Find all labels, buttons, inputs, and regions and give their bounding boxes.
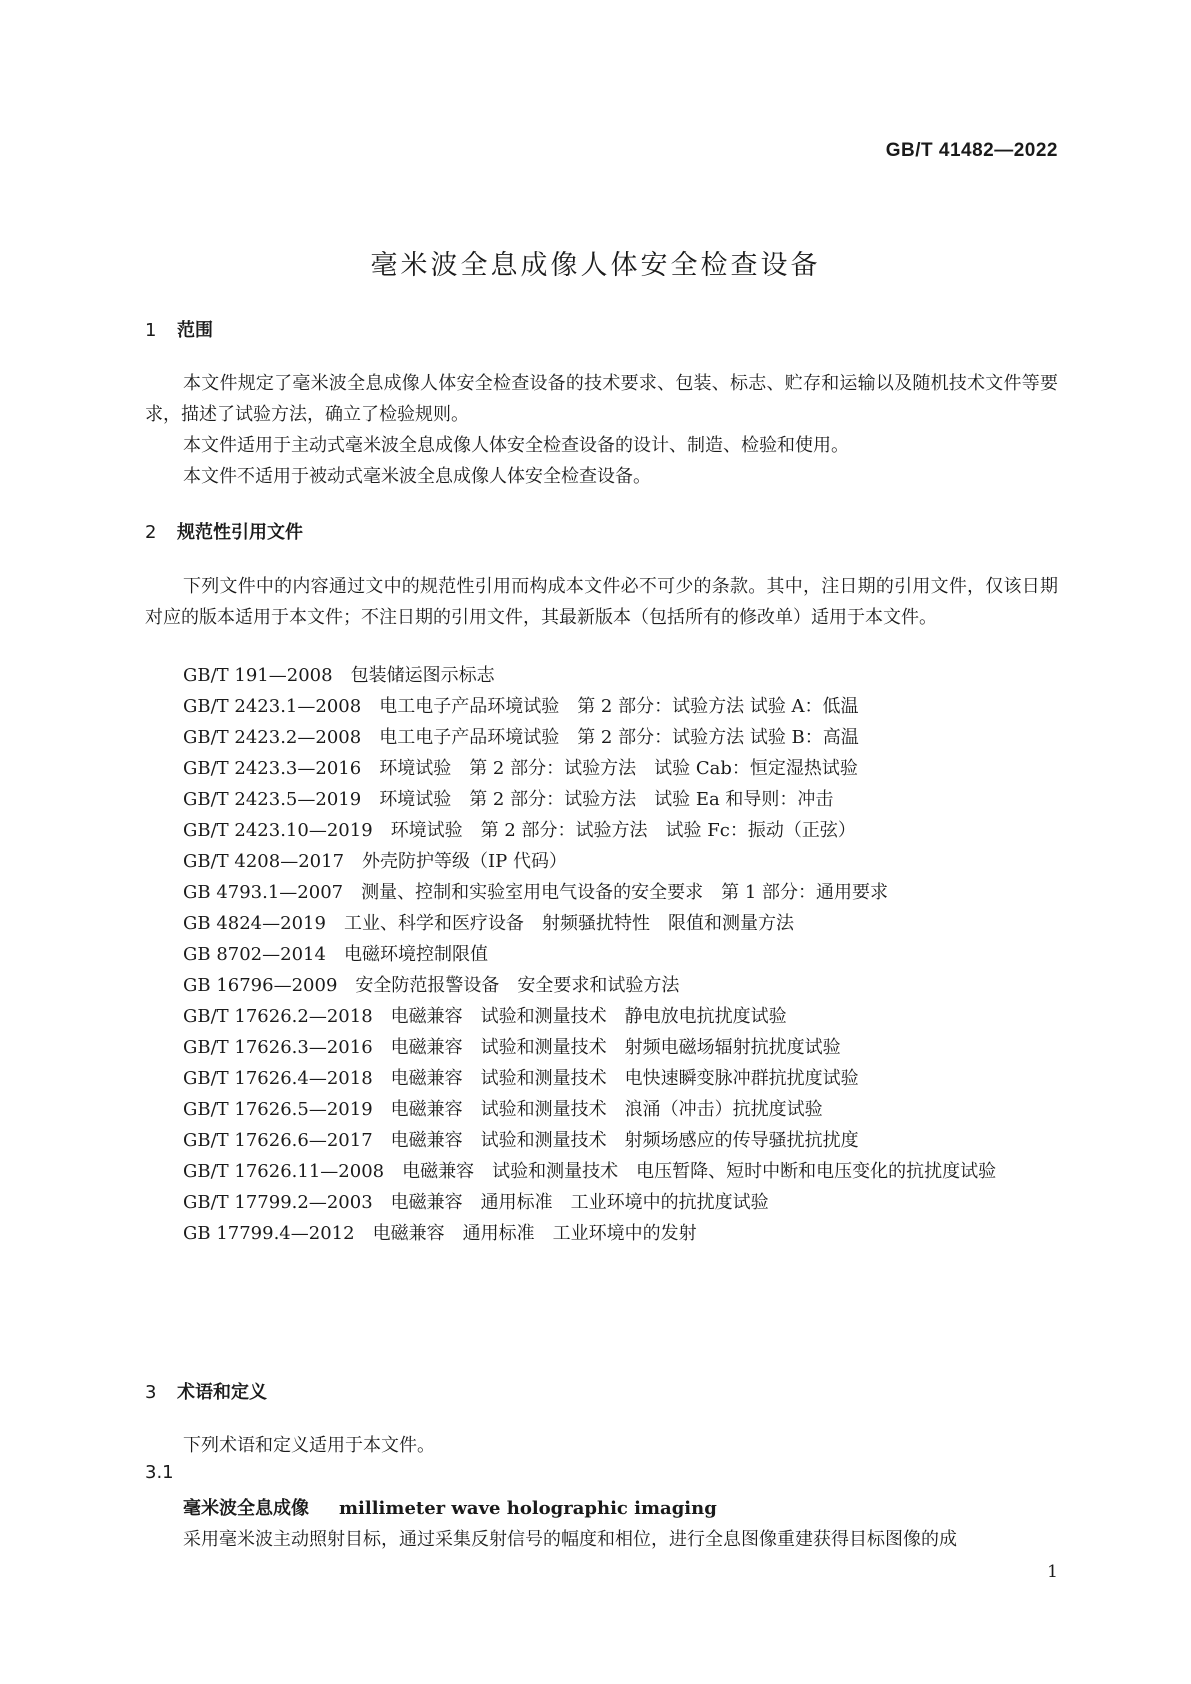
reference-title: 电磁兼容 试验和测量技术 静电放电抗扰度试验 [390,1006,787,1027]
reference-title: 环境试验 第 2 部分：试验方法 试验 Cab：恒定湿热试验 [379,758,858,779]
reference-item [0,815,1191,846]
reference-code: GB 17799.4—2012 [183,1223,355,1244]
reference-item [0,846,1191,877]
reference-item [0,908,1191,939]
reference-code: GB/T 17626.5—2019 [183,1099,373,1120]
section-3-heading [145,1378,267,1404]
reference-title: 环境试验 第 2 部分：试验方法 试验 Fc：振动（正弦） [390,820,856,841]
reference-title: 电磁兼容 通用标准 工业环境中的发射 [372,1223,697,1244]
reference-title: 工业、科学和医疗设备 射频骚扰特性 限值和测量方法 [343,913,794,934]
reference-item [0,753,1191,784]
reference-item [0,1063,1191,1094]
reference-list [0,660,1191,1249]
reference-title: 外壳防护等级（IP 代码） [362,851,567,872]
reference-code: GB/T 17626.3—2016 [183,1037,373,1058]
reference-item [0,1156,1191,1187]
page-number: 1 [1047,1562,1058,1582]
reference-item [0,691,1191,722]
section-2-heading [145,518,303,544]
section-number: 3 [145,1382,157,1403]
reference-title: 测量、控制和实验室用电气设备的安全要求 第 1 部分：通用要求 [361,882,889,903]
reference-code: GB/T 17626.4—2018 [183,1068,373,1089]
section-1-paragraph: 本文件规定了毫米波全息成像人体安全检查设备的技术要求、包装、标志、贮存和运输以及随机技术文件等要求，描述了试验方法，确立了检验规则。 [145,373,1058,425]
reference-code: GB/T 2423.5—2019 [183,789,362,810]
section-1-paragraph: 本文件不适用于被动式毫米波全息成像人体安全检查设备。 [183,466,651,487]
reference-title: 电磁兼容 通用标准 工业环境中的抗扰度试验 [390,1192,769,1213]
reference-code: GB 4793.1—2007 [183,882,344,903]
reference-title: 包装储运图示标志 [350,665,495,686]
reference-code: GB/T 17799.2—2003 [183,1192,373,1213]
reference-code: GB/T 191—2008 [183,665,333,686]
reference-item [0,877,1191,908]
reference-code: GB/T 17626.11—2008 [183,1161,385,1182]
section-title: 术语和定义 [177,1382,267,1403]
reference-item [0,722,1191,753]
term-definition: 采用毫米波主动照射目标，通过采集反射信号的幅度和相位，进行全息图像重建获得目标图像的成 [183,1529,957,1550]
section-1-heading [145,316,213,342]
reference-item [0,939,1191,970]
reference-code: GB/T 17626.2—2018 [183,1006,373,1027]
reference-item [0,970,1191,1001]
reference-code: GB 4824—2019 [183,913,326,934]
reference-title: 电磁兼容 试验和测量技术 射频电磁场辐射抗扰度试验 [390,1037,841,1058]
section-title: 范围 [177,320,213,341]
reference-code: GB 16796—2009 [183,975,338,996]
reference-item [0,784,1191,815]
section-3-intro: 下列术语和定义适用于本文件。 [183,1435,435,1456]
standard-code: GB/T 41482—2022 [885,140,1058,161]
reference-item [0,1125,1191,1156]
reference-title: 环境试验 第 2 部分：试验方法 试验 Ea 和导则：冲击 [379,789,834,810]
reference-title: 安全防范报警设备 安全要求和试验方法 [355,975,680,996]
section-number: 1 [145,320,157,341]
reference-code: GB/T 4208—2017 [183,851,345,872]
reference-title: 电磁兼容 试验和测量技术 浪涌（冲击）抗扰度试验 [390,1099,823,1120]
section-1-paragraph: 本文件适用于主动式毫米波全息成像人体安全检查设备的设计、制造、检验和使用。 [183,435,849,456]
reference-item [0,1094,1191,1125]
reference-item [0,660,1191,691]
reference-code: GB 8702—2014 [183,944,326,965]
section-2-intro: 下列文件中的内容通过文中的规范性引用而构成本文件必不可少的条款。其中，注日期的引用文件，仅该日期对应的版本适用于本文件；不注日期的引用文件，其最新版本（包括所有的修改单）适用于本文件。 [145,576,1058,628]
document-title: 毫米波全息成像人体安全检查设备 [370,250,821,281]
reference-item [0,1218,1191,1249]
term-english: millimeter wave holographic imaging [339,1498,717,1519]
reference-code: GB/T 17626.6—2017 [183,1130,373,1151]
section-title: 规范性引用文件 [177,522,303,543]
reference-title: 电工电子产品环境试验 第 2 部分：试验方法 试验 B：高温 [379,727,859,748]
reference-title: 电磁兼容 试验和测量技术 射频场感应的传导骚扰抗扰度 [390,1130,859,1151]
section-number: 2 [145,522,157,543]
reference-item [0,1187,1191,1218]
reference-title: 电磁环境控制限值 [343,944,488,965]
reference-title: 电磁兼容 试验和测量技术 电压暂降、短时中断和电压变化的抗扰度试验 [402,1161,997,1182]
reference-code: GB/T 2423.10—2019 [183,820,373,841]
term-number: 3.1 [145,1462,174,1483]
reference-item [0,1032,1191,1063]
reference-code: GB/T 2423.3—2016 [183,758,362,779]
reference-code: GB/T 2423.2—2008 [183,727,362,748]
term-entry [183,1494,717,1520]
reference-item [0,1001,1191,1032]
reference-code: GB/T 2423.1—2008 [183,696,362,717]
reference-title: 电工电子产品环境试验 第 2 部分：试验方法 试验 A：低温 [379,696,859,717]
reference-title: 电磁兼容 试验和测量技术 电快速瞬变脉冲群抗扰度试验 [390,1068,859,1089]
term-chinese: 毫米波全息成像 [183,1498,309,1519]
